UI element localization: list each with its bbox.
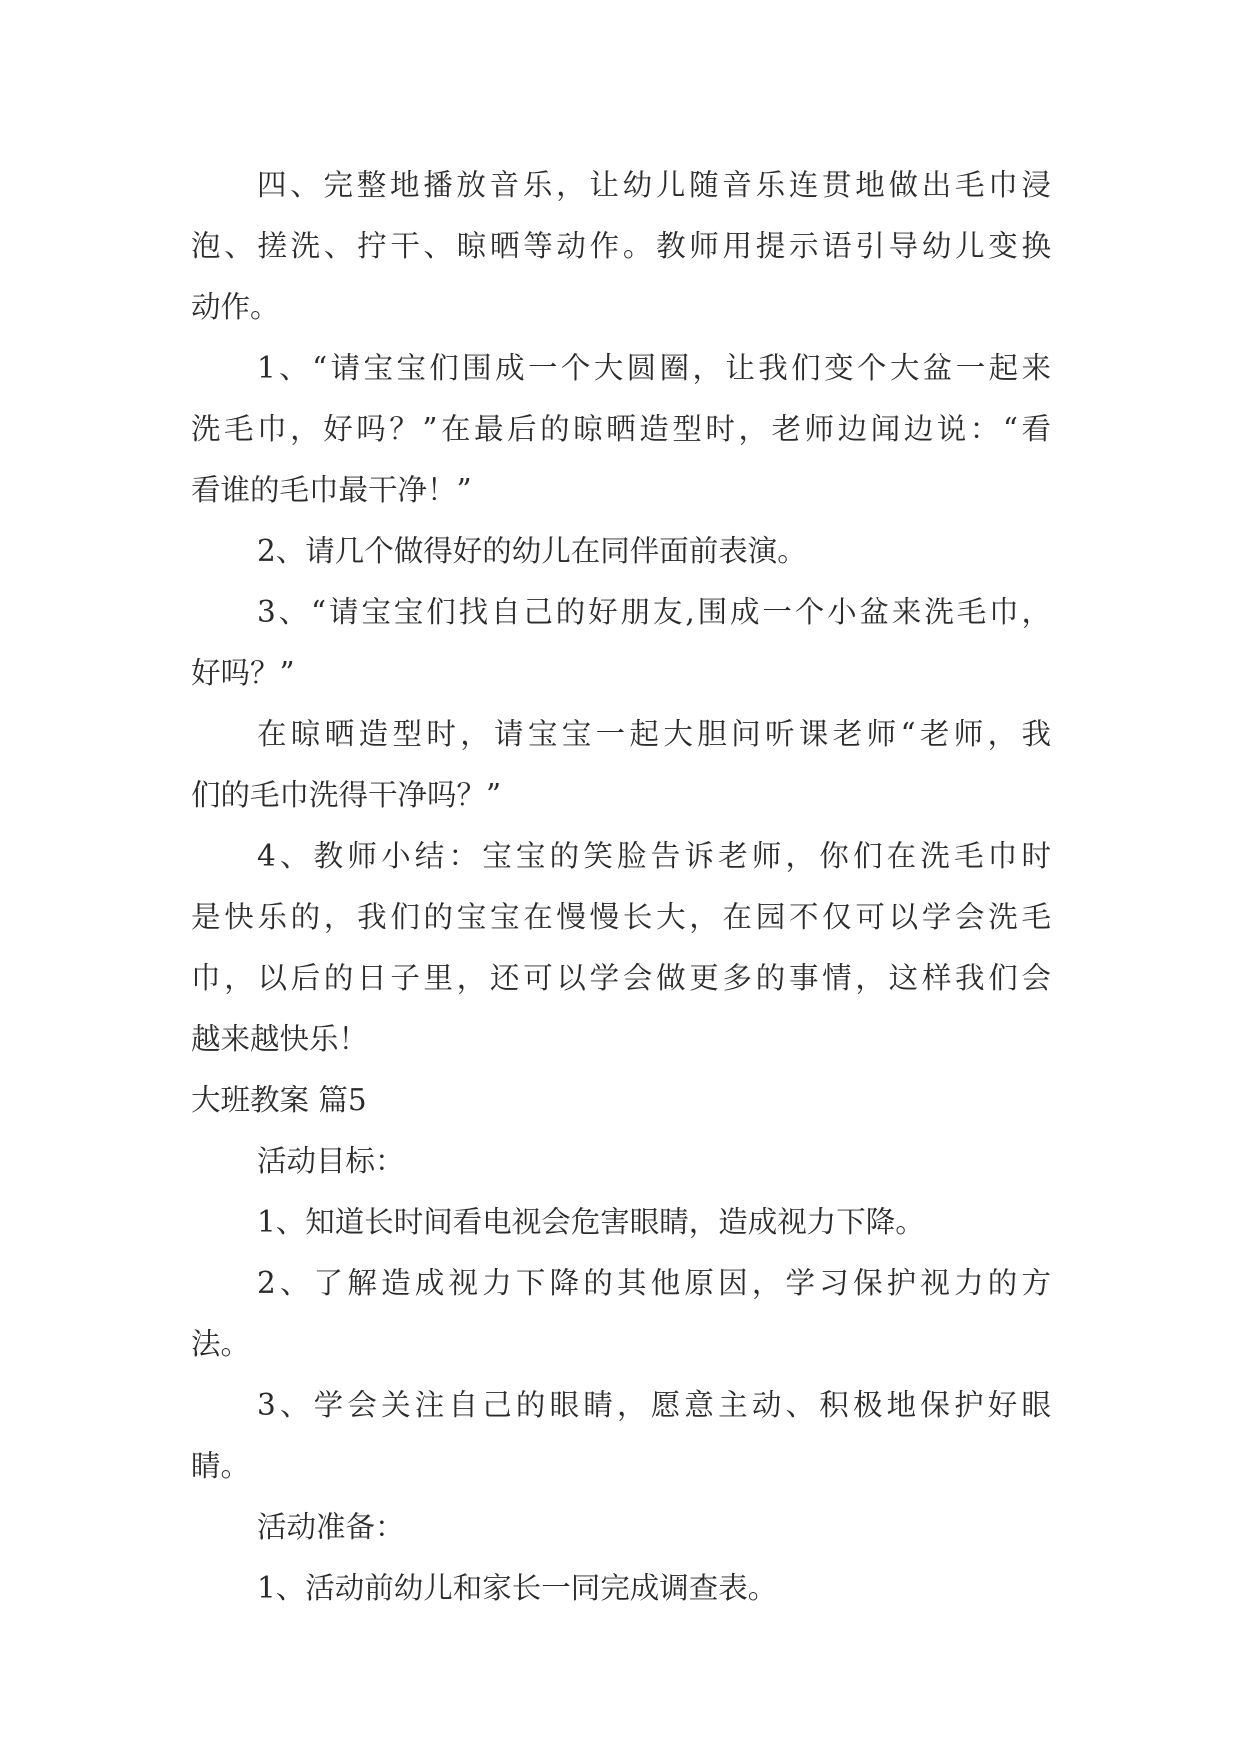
paragraph-line: 3、“请宝宝们找自己的好朋友,围成一个小盆来洗毛巾， [257, 595, 1051, 629]
paragraph-line: 1、知道长时间看电视会危害眼睛，造成视力下降。 [257, 1205, 925, 1239]
paragraph-line: 看谁的毛巾最干净！” [191, 473, 472, 507]
paragraph-line: 四、完整地播放音乐，让幼儿随音乐连贯地做出毛巾浸 [257, 168, 1051, 202]
paragraph-line: 动作。 [191, 290, 280, 324]
paragraph-line: 们的毛巾洗得干净吗？” [191, 778, 502, 812]
paragraph-line: 1、“请宝宝们围成一个大圆圈，让我们变个大盆一起来 [257, 351, 1051, 385]
paragraph-line: 在晾晒造型时，请宝宝一起大胆问听课老师“老师，我 [257, 717, 1051, 751]
paragraph-line: 活动目标： [257, 1144, 405, 1178]
paragraph-line: 洗毛巾，好吗？”在最后的晾晒造型时，老师边闻边说：“看 [191, 412, 1051, 446]
section-heading: 大班教案 篇5 [191, 1083, 367, 1117]
document-body [191, 155, 1051, 1619]
paragraph-line: 活动准备： [257, 1510, 405, 1544]
paragraph-line: 是快乐的，我们的宝宝在慢慢长大，在园不仅可以学会洗毛 [191, 900, 1051, 934]
paragraph-line: 巾，以后的日子里，还可以学会做更多的事情，这样我们会 [191, 961, 1051, 995]
paragraph-line: 3、学会关注自己的眼睛，愿意主动、积极地保护好眼 [257, 1388, 1051, 1422]
paragraph-line: 2、请几个做得好的幼儿在同伴面前表演。 [257, 534, 807, 568]
paragraph-line: 好吗？” [191, 656, 295, 690]
paragraph-line: 2、了解造成视力下降的其他原因，学习保护视力的方 [257, 1266, 1051, 1300]
paragraph-line: 睛。 [191, 1449, 251, 1483]
paragraph-line: 1、活动前幼儿和家长一同完成调查表。 [257, 1571, 778, 1605]
paragraph-line: 泡、搓洗、拧干、晾晒等动作。教师用提示语引导幼儿变换 [191, 229, 1051, 263]
paragraph-line: 越来越快乐！ [191, 1022, 369, 1056]
paragraph-line: 4、教师小结：宝宝的笑脸告诉老师，你们在洗毛巾时 [257, 839, 1051, 873]
paragraph-line: 法。 [191, 1327, 251, 1361]
